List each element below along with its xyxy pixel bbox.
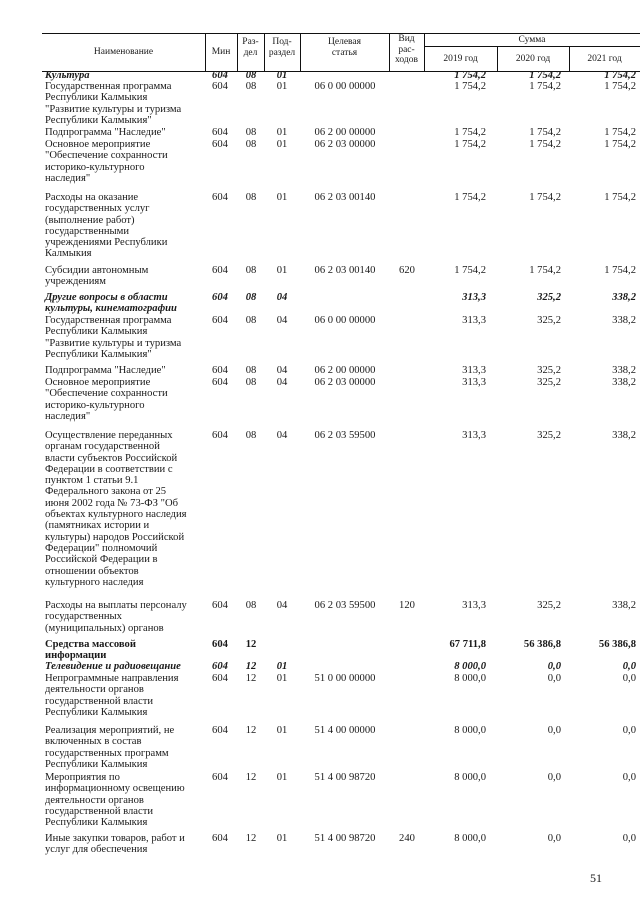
row-razdel: 08 xyxy=(245,365,257,376)
row-sum-2021: 1 754,2 xyxy=(604,127,636,138)
row-razdel: 12 xyxy=(245,639,257,650)
row-sum-2020: 325,2 xyxy=(537,430,561,441)
row-name: Телевидение и радиовещание xyxy=(45,661,181,672)
row-celevaya-statya: 06 0 00 00000 xyxy=(314,81,376,92)
row-min: 604 xyxy=(212,661,228,672)
row-sum-2020: 0,0 xyxy=(547,661,561,672)
row-min: 604 xyxy=(212,430,228,441)
row-sum-2020: 325,2 xyxy=(537,377,561,388)
header-summa: Сумма xyxy=(518,35,546,45)
row-razdel: 08 xyxy=(245,192,257,203)
row-razdel: 08 xyxy=(245,377,257,388)
row-sum-2019: 313,3 xyxy=(462,600,486,611)
row-sum-2021: 338,2 xyxy=(612,292,636,303)
row-name: Государственная программа Республики Калмыкия "Развитие культуры и туризма Республики Калмыкия" xyxy=(45,81,182,126)
row-name: Реализация мероприятий, не включенных в состав государственных программ Республики Калмыкия xyxy=(45,725,175,770)
row-sum-2019: 313,3 xyxy=(462,377,486,388)
row-celevaya-statya: 06 0 00 00000 xyxy=(314,315,376,326)
row-podrazdel: 04 xyxy=(276,377,288,388)
row-sum-2021: 0,0 xyxy=(622,661,636,672)
row-sum-2019: 1 754,2 xyxy=(454,81,486,92)
row-razdel: 12 xyxy=(245,725,257,736)
row-podrazdel: 01 xyxy=(276,673,288,684)
row-name: Средства массовой информации xyxy=(45,639,136,662)
row-name: Расходы на оказание государственных услуг (выполнение работ) государственными учреждениями Республики Калмыкия xyxy=(45,192,168,260)
row-sum-2020: 325,2 xyxy=(537,315,561,326)
row-name: Мероприятия по информационному освещению деятельности органов государственной власти Республики Калмыкия xyxy=(45,772,185,829)
row-sum-2021: 338,2 xyxy=(612,365,636,376)
row-sum-2021: 1 754,2 xyxy=(604,70,636,81)
row-celevaya-statya: 06 2 03 59500 xyxy=(314,430,376,441)
row-podrazdel: 04 xyxy=(276,315,288,326)
row-podrazdel: 01 xyxy=(276,661,288,672)
row-sum-2020: 0,0 xyxy=(547,673,561,684)
row-min: 604 xyxy=(212,833,228,844)
row-sum-2021: 0,0 xyxy=(622,833,636,844)
row-min: 604 xyxy=(212,139,228,150)
header-vid-raskhodov: Вид рас- ходов xyxy=(395,34,418,65)
row-name: Осуществление переданных органам государственной власти субъектов Российской Федерации в соответствии с пунктом 1 статьи 9.1 Федерального закона от 25 июня 2002 года № 73-ФЗ "Об объектах культурного наследия (памятниках истории и культуры) народов Российской Федерации" полномочий Российской Федерации в отношении объектов культурного наследия xyxy=(45,430,187,588)
row-podrazdel: 01 xyxy=(276,127,288,138)
header-celevaya-statya: Целевая статья xyxy=(328,37,361,58)
header-year-2019: 2019 год xyxy=(443,54,478,64)
row-name: Непрограммные направления деятельности органов государственной власти Республики Калмыкия xyxy=(45,673,179,718)
header-razdel: Раз- дел xyxy=(242,37,259,58)
row-vid-raskhodov: 620 xyxy=(399,265,415,276)
row-min: 604 xyxy=(212,639,228,650)
row-podrazdel: 01 xyxy=(276,833,288,844)
row-celevaya-statya: 06 2 03 00140 xyxy=(314,192,376,203)
row-celevaya-statya: 51 4 00 98720 xyxy=(314,772,376,783)
row-sum-2019: 1 754,2 xyxy=(454,139,486,150)
row-podrazdel: 01 xyxy=(276,725,288,736)
row-sum-2021: 338,2 xyxy=(612,315,636,326)
row-sum-2021: 0,0 xyxy=(622,673,636,684)
row-celevaya-statya: 51 4 00 00000 xyxy=(314,725,376,736)
row-sum-2020: 0,0 xyxy=(547,772,561,783)
row-celevaya-statya: 06 2 03 00140 xyxy=(314,265,376,276)
row-sum-2020: 325,2 xyxy=(537,292,561,303)
row-sum-2019: 8 000,0 xyxy=(454,772,486,783)
row-celevaya-statya: 06 2 00 00000 xyxy=(314,365,376,376)
row-sum-2021: 0,0 xyxy=(622,772,636,783)
row-podrazdel: 04 xyxy=(276,365,288,376)
table-header xyxy=(42,33,640,72)
row-name: Основное мероприятие "Обеспечение сохранности историко-культурного наследия" xyxy=(45,139,168,184)
row-podrazdel: 04 xyxy=(276,430,288,441)
page-number: 51 xyxy=(590,871,602,885)
row-sum-2019: 8 000,0 xyxy=(454,833,486,844)
row-min: 604 xyxy=(212,81,228,92)
row-sum-2020: 56 386,8 xyxy=(523,639,561,650)
row-min: 604 xyxy=(212,725,228,736)
row-sum-2019: 8 000,0 xyxy=(454,673,486,684)
row-sum-2019: 313,3 xyxy=(462,292,486,303)
row-sum-2020: 1 754,2 xyxy=(529,192,561,203)
row-razdel: 08 xyxy=(245,139,257,150)
row-name: Субсидии автономным учреждениям xyxy=(45,265,149,288)
row-sum-2021: 338,2 xyxy=(612,430,636,441)
row-sum-2019: 313,3 xyxy=(462,315,486,326)
row-razdel: 08 xyxy=(245,315,257,326)
row-razdel: 12 xyxy=(245,661,257,672)
header-name: Наименование xyxy=(93,47,154,57)
row-min: 604 xyxy=(212,192,228,203)
row-sum-2019: 67 711,8 xyxy=(449,639,486,650)
row-sum-2020: 1 754,2 xyxy=(529,265,561,276)
row-sum-2019: 1 754,2 xyxy=(454,192,486,203)
row-sum-2020: 325,2 xyxy=(537,600,561,611)
row-razdel: 12 xyxy=(245,673,257,684)
row-sum-2021: 1 754,2 xyxy=(604,139,636,150)
row-sum-2021: 1 754,2 xyxy=(604,265,636,276)
row-min: 604 xyxy=(212,365,228,376)
row-podrazdel: 01 xyxy=(276,70,288,81)
row-min: 604 xyxy=(212,70,228,81)
row-min: 604 xyxy=(212,127,228,138)
header-year-2021: 2021 год xyxy=(587,54,622,64)
row-name: Культура xyxy=(45,70,90,81)
row-min: 604 xyxy=(212,292,228,303)
row-min: 604 xyxy=(212,673,228,684)
row-sum-2020: 0,0 xyxy=(547,833,561,844)
row-razdel: 12 xyxy=(245,772,257,783)
row-sum-2021: 338,2 xyxy=(612,600,636,611)
row-celevaya-statya: 51 4 00 98720 xyxy=(314,833,376,844)
row-razdel: 08 xyxy=(245,292,257,303)
row-min: 604 xyxy=(212,377,228,388)
row-podrazdel: 01 xyxy=(276,265,288,276)
row-vid-raskhodov: 240 xyxy=(399,833,415,844)
row-name: Подпрограмма "Наследие" xyxy=(45,127,166,138)
row-celevaya-statya: 06 2 03 00000 xyxy=(314,377,376,388)
row-sum-2019: 8 000,0 xyxy=(454,661,486,672)
row-celevaya-statya: 06 2 03 00000 xyxy=(314,139,376,150)
row-sum-2021: 0,0 xyxy=(622,725,636,736)
row-sum-2020: 1 754,2 xyxy=(529,127,561,138)
row-min: 604 xyxy=(212,600,228,611)
row-razdel: 12 xyxy=(245,833,257,844)
row-name: Основное мероприятие "Обеспечение сохранности историко-культурного наследия" xyxy=(45,377,168,422)
row-name: Государственная программа Республики Калмыкия "Развитие культуры и туризма Республики Калмыкия" xyxy=(45,315,182,360)
row-name: Расходы на выплаты персоналу государственных (муниципальных) органов xyxy=(45,600,187,634)
row-razdel: 08 xyxy=(245,430,257,441)
row-sum-2019: 1 754,2 xyxy=(454,265,486,276)
row-razdel: 08 xyxy=(245,127,257,138)
row-sum-2019: 1 754,2 xyxy=(454,70,486,81)
header-podrazdel: Под- раздел xyxy=(268,37,296,58)
row-name: Другие вопросы в области культуры, кинематографии xyxy=(45,292,177,315)
row-sum-2021: 338,2 xyxy=(612,377,636,388)
row-sum-2020: 1 754,2 xyxy=(529,70,561,81)
row-sum-2020: 1 754,2 xyxy=(529,139,561,150)
row-razdel: 08 xyxy=(245,265,257,276)
row-razdel: 08 xyxy=(245,600,257,611)
row-podrazdel: 01 xyxy=(276,192,288,203)
row-podrazdel: 04 xyxy=(276,292,288,303)
row-razdel: 08 xyxy=(245,81,257,92)
row-podrazdel: 01 xyxy=(276,81,288,92)
row-min: 604 xyxy=(212,315,228,326)
row-sum-2021: 1 754,2 xyxy=(604,81,636,92)
row-sum-2019: 8 000,0 xyxy=(454,725,486,736)
row-sum-2021: 1 754,2 xyxy=(604,192,636,203)
row-podrazdel: 01 xyxy=(276,139,288,150)
header-year-2020: 2020 год xyxy=(515,54,551,64)
row-razdel: 08 xyxy=(245,70,257,81)
row-vid-raskhodov: 120 xyxy=(399,600,415,611)
row-min: 604 xyxy=(212,772,228,783)
row-podrazdel: 04 xyxy=(276,600,288,611)
row-sum-2020: 1 754,2 xyxy=(529,81,561,92)
row-name: Иные закупки товаров, работ и услуг для обеспечения xyxy=(45,833,185,856)
row-celevaya-statya: 06 2 00 00000 xyxy=(314,127,376,138)
row-name: Подпрограмма "Наследие" xyxy=(45,365,166,376)
row-celevaya-statya: 51 0 00 00000 xyxy=(314,673,376,684)
row-sum-2019: 313,3 xyxy=(462,430,486,441)
row-sum-2021: 56 386,8 xyxy=(598,639,636,650)
row-min: 604 xyxy=(212,265,228,276)
header-min: Мин xyxy=(211,47,231,57)
row-sum-2020: 325,2 xyxy=(537,365,561,376)
row-celevaya-statya: 06 2 03 59500 xyxy=(314,600,376,611)
row-sum-2019: 1 754,2 xyxy=(454,127,486,138)
row-sum-2019: 313,3 xyxy=(462,365,486,376)
row-podrazdel: 01 xyxy=(276,772,288,783)
row-sum-2020: 0,0 xyxy=(547,725,561,736)
